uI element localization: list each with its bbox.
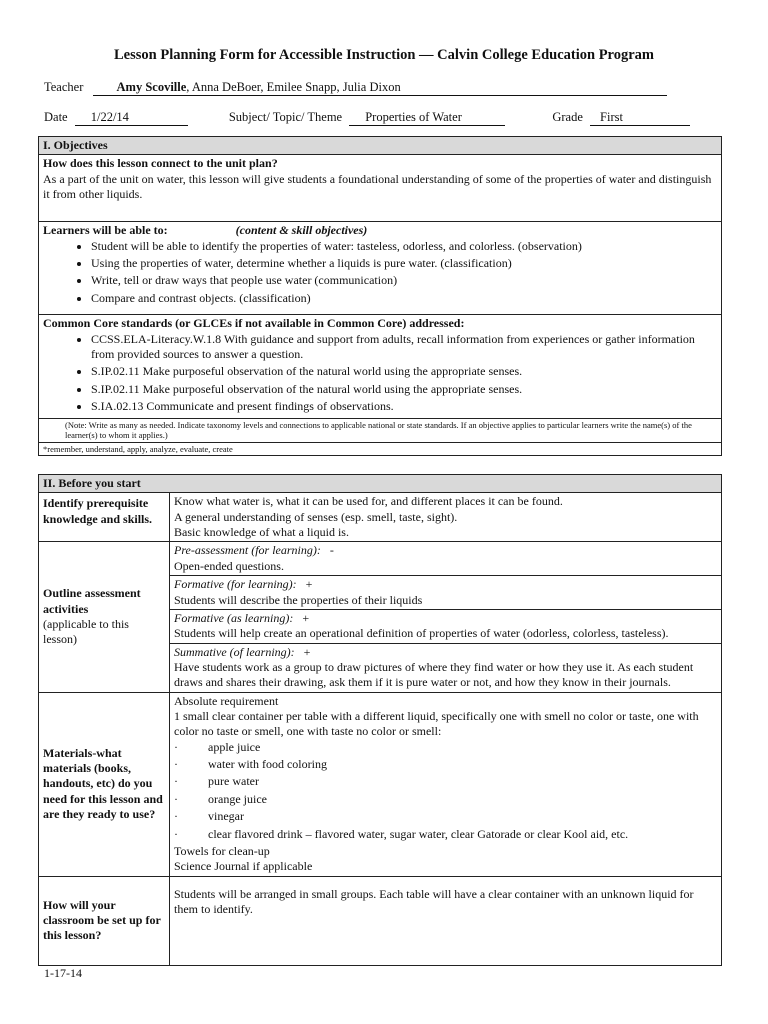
footer-date: 1-17-14 xyxy=(44,966,82,980)
standards-cell xyxy=(39,315,722,418)
prereq-label: Identify prerequisite knowledge and skills. xyxy=(39,493,170,542)
list-item: • Using the properties of water, determine whether a liquids is pure water. (classification) xyxy=(91,256,717,271)
learners-cell xyxy=(39,222,722,315)
note-cell: (Note: Write as many as needed. Indicate taxonomy levels and connections to applicable national or state standards. If an objective applies to particular learners write the name(s) of the learner(s) to whom it applies.) xyxy=(39,418,722,442)
summative-mark: + xyxy=(303,644,311,659)
date-row xyxy=(44,110,690,126)
standards-label: Common Core standards (or GLCEs if not available in Common Core) addressed: xyxy=(43,316,465,331)
list-item: • S.IP.02.11 Make purposeful observation of the natural world using the appropriate senses. xyxy=(91,382,717,397)
teacher-primary: Amy Scoville xyxy=(116,80,187,94)
subject-value: Properties of Water xyxy=(349,110,505,126)
list-item: · clear flavored drink – flavored water, sugar water, clear Gatorade or clear Kool aid, etc. xyxy=(208,827,717,842)
assessment-sublabel: (applicable to this lesson) xyxy=(43,617,129,647)
classroom-label: How will your classroom be set up for this lesson? xyxy=(39,876,170,965)
pre-assessment-text: Open-ended questions. xyxy=(174,558,284,573)
subject-label: Subject/ Topic/ Theme xyxy=(228,110,343,124)
list-item: • Write, tell or draw ways that people use water (communication) xyxy=(91,273,717,288)
formative-for-label: Formative (for learning): xyxy=(174,577,297,592)
assessment-label: Outline assessment activities xyxy=(43,586,141,616)
before-heading: II. Before you start xyxy=(39,475,722,493)
learners-note: (content & skill objectives) xyxy=(235,223,368,238)
unit-connection-answer: As a part of the unit on water, this lesson will give students a foundational understanding of some of the properties of water and distinguish it from other liquids. xyxy=(43,171,712,202)
formative-as-label: Formative (as learning): xyxy=(174,610,294,625)
prereq-line: Basic knowledge of what a liquid is. xyxy=(174,525,349,540)
taxonomy-cell: *remember, understand, apply, analyze, evaluate, create xyxy=(39,442,722,456)
objectives-table xyxy=(38,136,722,456)
before-table xyxy=(38,474,722,966)
grade-label: Grade xyxy=(552,110,583,124)
learners-list xyxy=(43,239,717,306)
learners-label: Learners will be able to: xyxy=(43,223,168,238)
materials-intro: Absolute requirement xyxy=(174,693,279,708)
teacher-row xyxy=(44,80,667,96)
list-item: · orange juice xyxy=(208,792,717,807)
formative-as-text: Students will help create an operational definition of properties of water (odorless, colorless, tasteless). xyxy=(174,626,669,641)
formative-as-cell xyxy=(170,609,722,643)
pre-assessment-label: Pre-assessment (for learning): xyxy=(174,543,321,558)
date-label: Date xyxy=(44,110,68,124)
materials-extra: Science Journal if applicable xyxy=(174,859,313,874)
pre-assessment-mark: - xyxy=(329,543,334,558)
teacher-field xyxy=(93,80,667,96)
summative-text: Have students work as a group to draw pictures of where they find water or how they use it. As each student draws and shares their drawing, ask them if it is pure water or not, and how they know in their journals. xyxy=(174,659,694,690)
summative-cell xyxy=(170,643,722,692)
teacher-others: , Anna DeBoer, Emilee Snapp, Julia Dixon xyxy=(186,80,401,94)
list-item: • Compare and contrast objects. (classification) xyxy=(91,291,717,306)
list-item: · water with food coloring xyxy=(208,757,717,772)
list-item: · vinegar xyxy=(208,809,717,824)
objectives-heading: I. Objectives xyxy=(39,137,722,155)
materials-extra: Towels for clean-up xyxy=(174,843,270,858)
list-item: • S.IA.02.13 Communicate and present findings of observations. xyxy=(91,399,717,414)
pre-assessment-cell xyxy=(170,542,722,576)
materials-label: Materials-what materials (books, handouts, etc) do you need for this lesson and are they ready to use? xyxy=(39,692,170,876)
list-item: • Student will be able to identify the properties of water: tasteless, odorless, and colorless. (observation) xyxy=(91,239,717,254)
grade-value: First xyxy=(590,110,690,126)
list-item: • CCSS.ELA-Literacy.W.1.8 With guidance and support from adults, recall information from experiences or gather information from provided sources to answer a question. xyxy=(91,332,717,363)
prereq-line: Know what water is, what it can be used for, and different places it can be found. xyxy=(174,494,563,509)
standards-list xyxy=(43,332,717,415)
assessment-label-cell xyxy=(39,542,170,692)
unit-connection-cell xyxy=(39,155,722,222)
materials-description: 1 small clear container per table with a different liquid, specifically one with smell no color or taste, one with color no taste or smell, one with taste no color or smell: xyxy=(174,709,699,739)
formative-for-text: Students will describe the properties of their liquids xyxy=(174,592,423,607)
prereq-line: A general understanding of senses (esp. smell, taste, sight). xyxy=(174,509,458,524)
list-item: • S.IP.02.11 Make purposeful observation of the natural world using the appropriate senses. xyxy=(91,364,717,379)
list-item: · pure water xyxy=(208,774,717,789)
formative-for-cell xyxy=(170,576,722,610)
prereq-cell xyxy=(170,493,722,542)
formative-as-mark: + xyxy=(302,610,310,625)
summative-label: Summative (of learning): xyxy=(174,644,295,659)
list-item: · apple juice xyxy=(208,740,717,755)
form-title: Lesson Planning Form for Accessible Instruction — Calvin College Education Program xyxy=(114,47,654,63)
unit-connection-question: How does this lesson connect to the unit plan? xyxy=(43,156,278,171)
date-value: 1/22/14 xyxy=(75,110,188,126)
materials-cell xyxy=(170,692,722,876)
classroom-text: Students will be arranged in small groups. Each table will have a clear container with an unknown liquid for them to identify. xyxy=(170,876,722,965)
formative-for-mark: + xyxy=(305,577,313,592)
teacher-label: Teacher xyxy=(44,80,84,94)
materials-list xyxy=(174,740,717,842)
